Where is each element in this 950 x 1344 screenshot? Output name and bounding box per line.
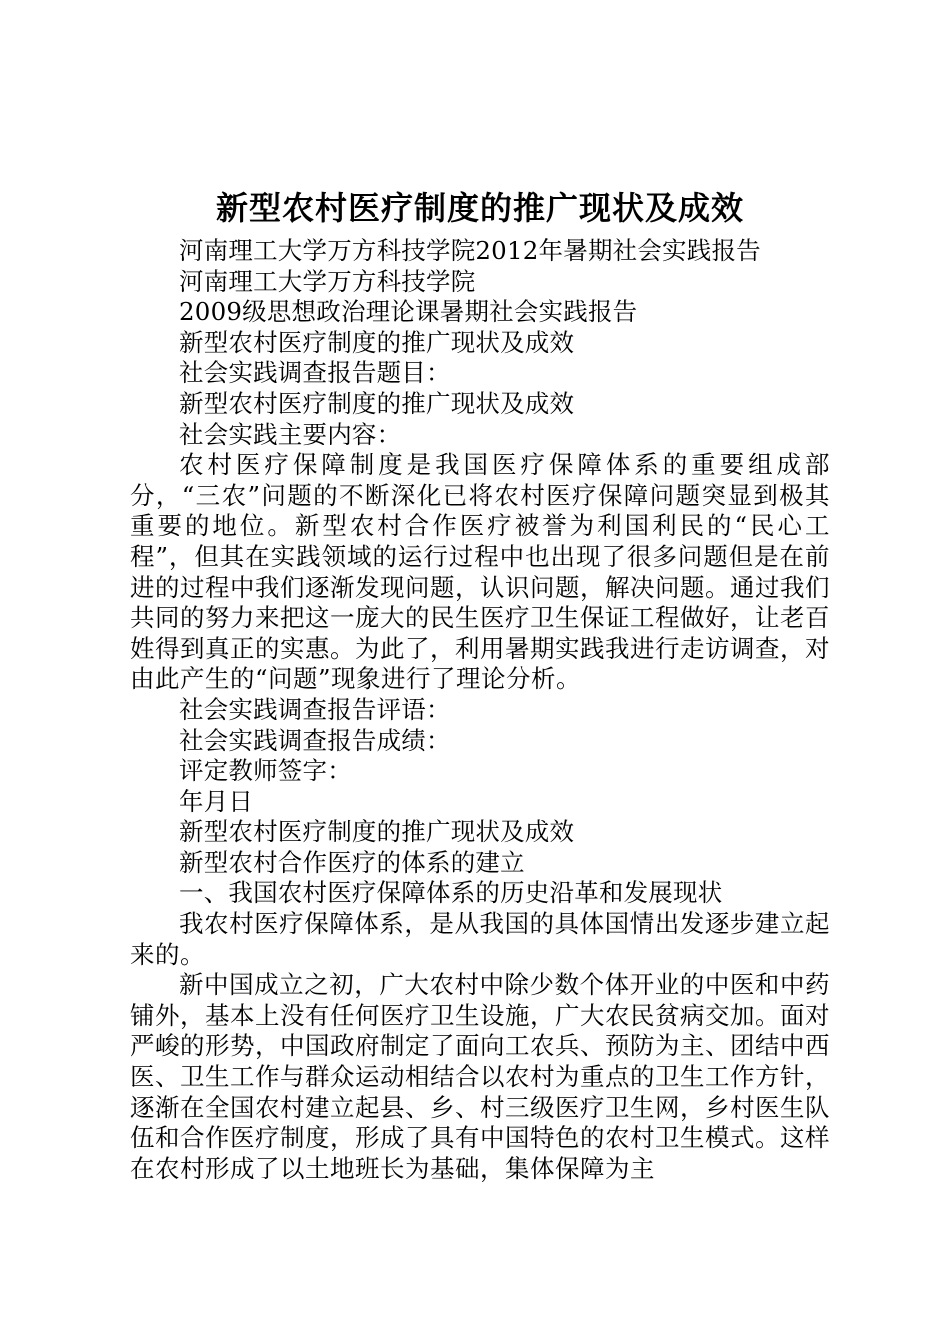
document-title: 新型农村医疗制度的推广现状及成效 (215, 189, 744, 227)
text-line: 新型农村医疗制度的推广现状及成效 (179, 388, 575, 418)
paragraph-main-content: 农村医疗保障制度是我国医疗保障体系的重要组成部分，“三农”问题的不断深化已将农村医疗保障问题突显到极其重要的地位。新型农村合作医疗被誉为利国利民的“民心工程”，但其在实践领域的运行过程中也出现了很多问题但是在前进的过程中我们逐渐发现问题，认识问题，解决问题。通过我们共同的努力来把这一庞大的民生医疗卫生保证工程做好，让老百姓得到真正的实惠。为此了，利用暑期实践我进行走访调查，对由此产生的“问题”现象进行了理论分析。 (130, 450, 830, 694)
text-line: 河南理工大学万方科技学院2012年暑期社会实践报告 (179, 236, 761, 265)
text-line: 社会实践主要内容： (179, 419, 402, 449)
text-line: 社会实践调查报告题目： (179, 358, 451, 388)
text-line: 河南理工大学万方科技学院 (179, 266, 476, 296)
text-line: 新型农村合作医疗的体系的建立 (179, 847, 525, 877)
text-line: 新型农村医疗制度的推广现状及成效 (179, 327, 575, 357)
paragraph-system-overview: 我农村医疗保障体系，是从我国的具体国情出发逐步建立起来的。 (130, 909, 830, 969)
paragraph-history: 新中国成立之初，广大农村中除少数个体开业的中医和中药铺外，基本上没有任何医疗卫生设施，广大农民贫病交加。面对严峻的形势，中国政府制定了面向工农兵、预防为主、团结中西医、卫生工作与群众运动相结合以农村为重点的卫生工作方针，逐渐在全国农村建立起县、乡、村三级医疗卫生网，乡村医生队伍和合作医疗制度，形成了具有中国特色的农村卫生模式。这样在农村形成了以土地班长为基础，集体保障为主 (130, 970, 830, 1183)
text-line: 新型农村医疗制度的推广现状及成效 (179, 817, 575, 847)
text-line: 社会实践调查报告成绩： (179, 725, 451, 755)
text-line: 评定教师签字： (179, 756, 352, 786)
text-line: 2009级思想政治理论课暑期社会实践报告 (179, 297, 638, 327)
text-line: 社会实践调查报告评语： (179, 694, 451, 724)
text-line: 年月日 (179, 786, 254, 816)
document-body (130, 236, 830, 1184)
section-heading: 一、我国农村医疗保障体系的历史沿革和发展现状 (179, 878, 723, 908)
